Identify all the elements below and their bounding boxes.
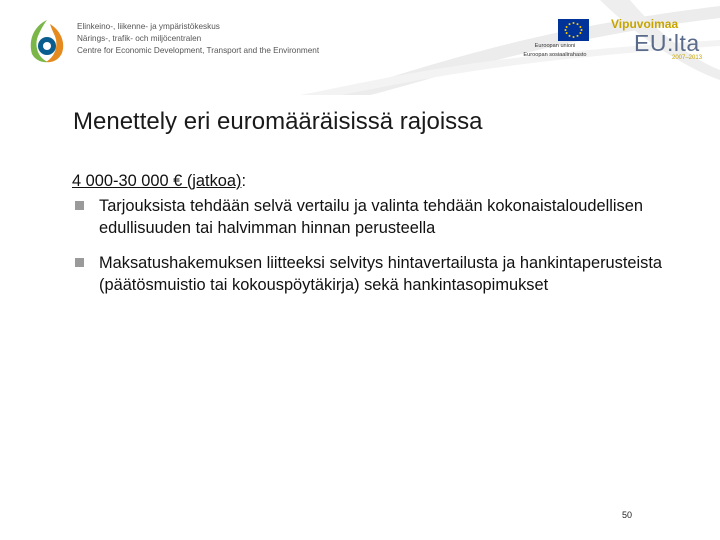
- slide-header: [0, 0, 720, 95]
- eu-flag-icon: [558, 19, 589, 41]
- slide-title: Menettely eri euromääräisissä rajoissa: [73, 108, 483, 135]
- org-name-line-sv: Närings-, trafik- och miljöcentralen: [77, 34, 202, 43]
- org-name-line-en: Centre for Economic Development, Transport and the Environment: [77, 46, 320, 55]
- page-number: 50: [622, 510, 633, 520]
- eu-caption-fund: Euroopan sosiaalirahasto: [523, 52, 587, 58]
- price-range-label: 4 000-30 000 € (jatkoa): [72, 172, 242, 190]
- vipuvoimaa-logo-years: 2007–2013: [672, 55, 703, 61]
- price-range-heading: [72, 170, 672, 193]
- eu-caption-union: Euroopan unioni: [534, 43, 576, 49]
- list-item-text: Tarjouksista tehdään selvä vertailu ja valinta tehdään kokonaistaloudellisen edullisuuden tai halvimman hinnan perusteella: [99, 196, 643, 237]
- list-item-text: Maksatushakemuksen liitteeksi selvitys hintavertailusta ja hankintaperusteista (päätösmuistio tai kokouspöytäkirja) sekä hankintasopimukset: [99, 253, 663, 294]
- ely-logo-icon: [26, 18, 68, 64]
- price-range-colon: :: [241, 172, 247, 190]
- list-item: [72, 252, 672, 297]
- slide-body: [72, 170, 672, 297]
- vipuvoimaa-logo-main: EU:lta: [634, 30, 700, 56]
- vipuvoimaa-logo-title: Vipuvoimaa: [611, 17, 679, 31]
- list-item: [72, 195, 672, 240]
- eu-caption: [515, 42, 595, 60]
- org-name-line-fi: Elinkeino-, liikenne- ja ympäristökeskus: [77, 22, 220, 31]
- organization-name: [77, 21, 319, 57]
- square-bullet-icon: [75, 201, 84, 210]
- square-bullet-icon: [75, 258, 84, 267]
